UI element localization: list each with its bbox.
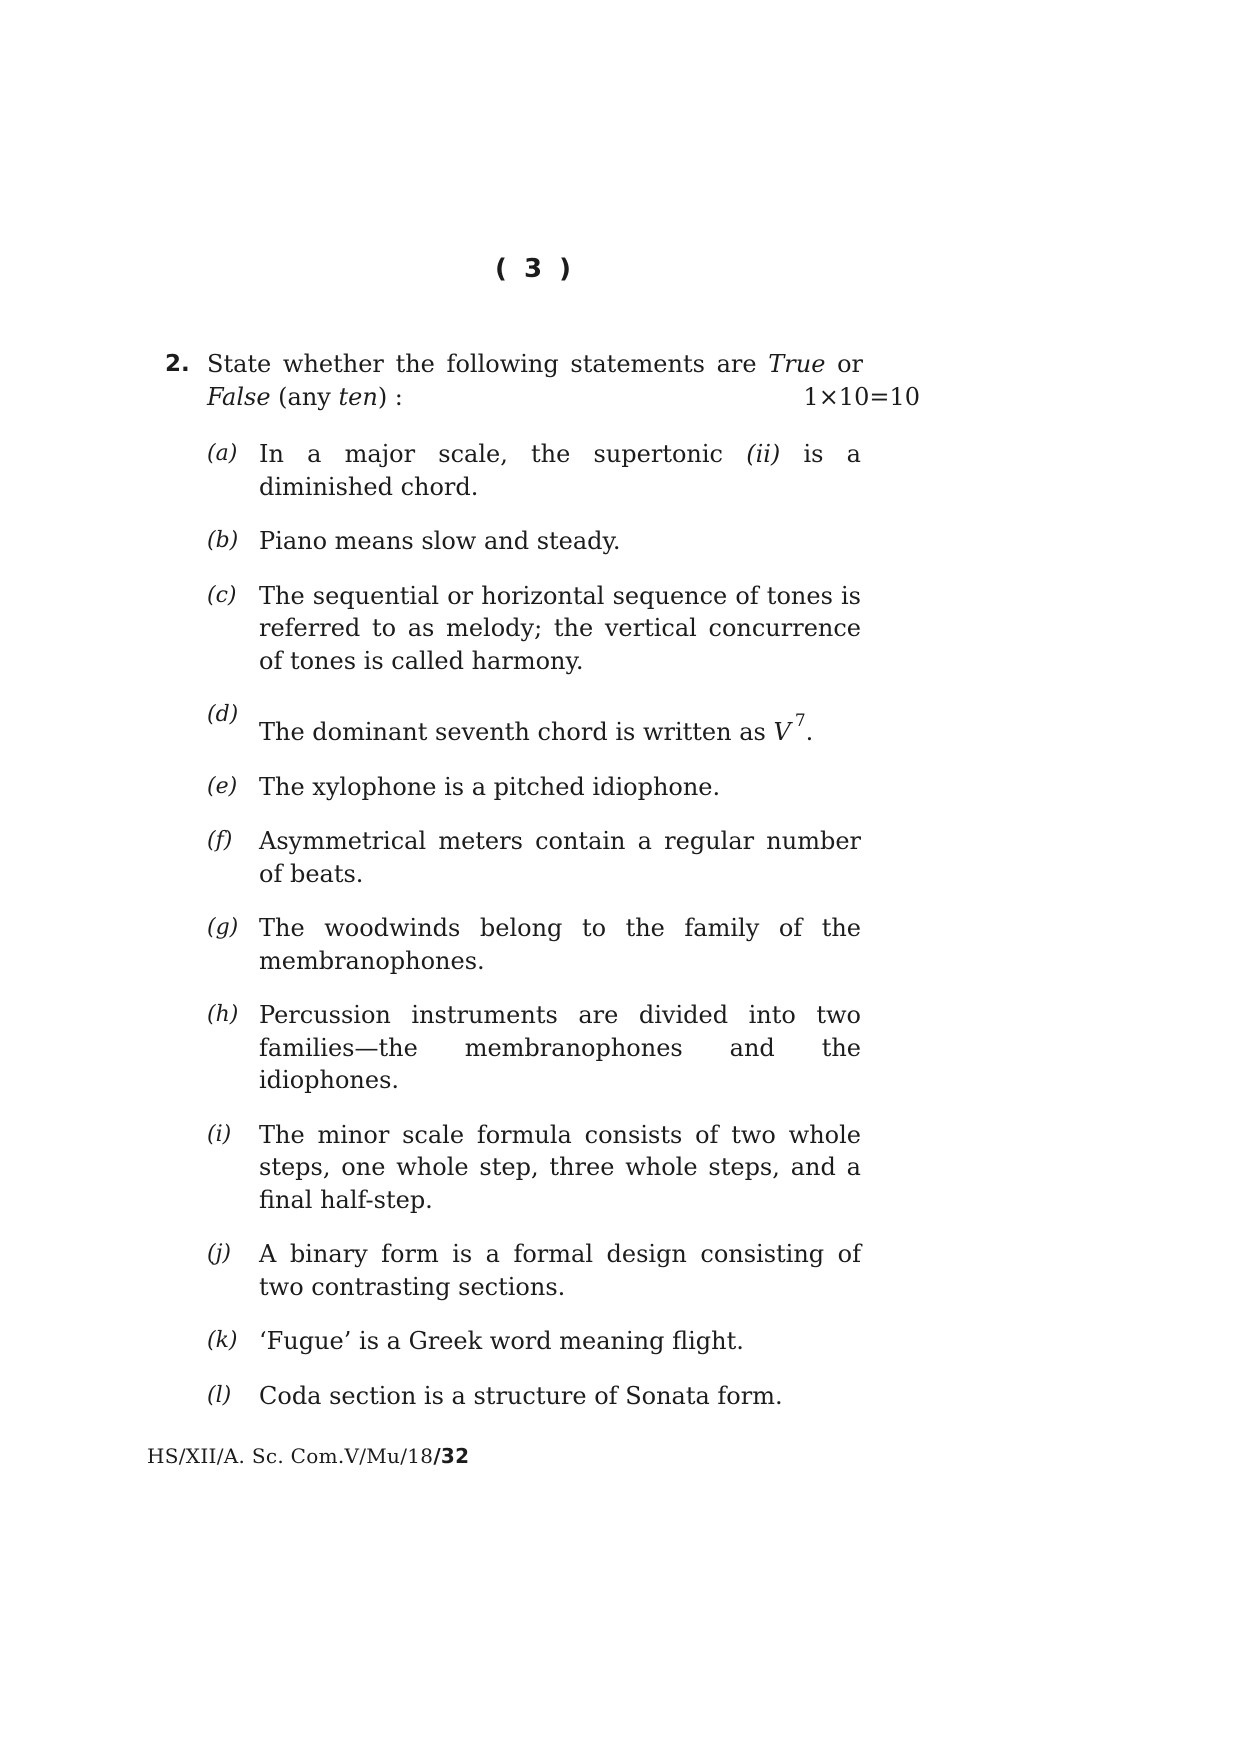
question-marks: 1×10=10 xyxy=(803,383,920,411)
paper-code-suffix: /32 xyxy=(433,1444,470,1468)
instruction-or: or xyxy=(837,350,863,378)
instruction-ten: ten xyxy=(338,383,378,411)
question-instruction-line1 xyxy=(207,348,863,381)
instruction-colon: ) : xyxy=(377,383,403,411)
statement-item xyxy=(207,580,861,678)
item-text: Percussion instruments are divided into two families—the membranophones and the idiophones. xyxy=(259,1001,861,1094)
item-label: (j) xyxy=(207,1241,231,1266)
statement-list xyxy=(207,438,861,1434)
instruction-any: (any xyxy=(278,383,331,411)
paper-code: HS/XII/A. Sc. Com.V/Mu/18 xyxy=(147,1444,434,1468)
item-text: The woodwinds belong to the family of the membranophones. xyxy=(259,914,861,975)
question-instruction-line2 xyxy=(207,381,403,414)
statement-item xyxy=(207,438,861,503)
instruction-text: State whether the following statements are xyxy=(207,350,757,378)
item-label: (b) xyxy=(207,528,239,553)
item-text: A binary form is a formal design consisting of two contrasting sections. xyxy=(259,1240,861,1301)
chord-superscript: 7 xyxy=(794,711,806,731)
item-label: (d) xyxy=(207,702,239,727)
roman-numeral: (ii) xyxy=(746,440,781,468)
item-label: (c) xyxy=(207,582,237,608)
statement-item xyxy=(207,525,861,558)
statement-item xyxy=(207,699,861,749)
item-label: (a) xyxy=(207,441,238,466)
item-text: Coda section is a structure of Sonata form. xyxy=(259,1381,783,1410)
item-label: (e) xyxy=(207,773,238,799)
item-text: The xylophone is a pitched idiophone. xyxy=(259,772,721,801)
statement-item xyxy=(207,1238,861,1303)
item-text: The dominant seventh chord is written as V $^7$. xyxy=(259,711,814,746)
item-label: (k) xyxy=(207,1328,238,1353)
instruction-false: False xyxy=(207,383,271,411)
item-text: The minor scale formula consists of two whole steps, one whole step, three whole steps, and a final half-step. xyxy=(259,1120,861,1214)
item-text: Asymmetrical meters contain a regular number of beats. xyxy=(259,827,861,888)
item-label: (l) xyxy=(207,1382,232,1408)
statement-item xyxy=(207,1119,861,1217)
statement-item xyxy=(207,1325,861,1358)
statement-item xyxy=(207,825,861,890)
chord-symbol: V xyxy=(773,718,791,746)
item-text: ‘Fugue’ is a Greek word meaning flight. xyxy=(259,1327,744,1355)
item-label: (i) xyxy=(207,1121,232,1147)
item-text: In a major scale, the supertonic (ii) is a diminished chord. xyxy=(259,440,861,501)
statement-item xyxy=(207,1380,861,1413)
instruction-true: True xyxy=(768,350,826,378)
item-label: (h) xyxy=(207,1002,239,1027)
paper-code-footer xyxy=(147,1444,469,1468)
page-number: ( 3 ) xyxy=(495,254,575,284)
statement-item xyxy=(207,912,861,977)
item-label: (g) xyxy=(207,915,239,940)
statement-item xyxy=(207,771,861,804)
item-text: Piano means slow and steady. xyxy=(259,527,621,555)
statement-item xyxy=(207,999,861,1097)
item-text: The sequential or horizontal sequence of tones is referred to as melody; the vertical concurrence of tones is called harmony. xyxy=(259,581,861,675)
question-number: 2. xyxy=(165,351,190,377)
item-label: (f) xyxy=(207,828,233,853)
